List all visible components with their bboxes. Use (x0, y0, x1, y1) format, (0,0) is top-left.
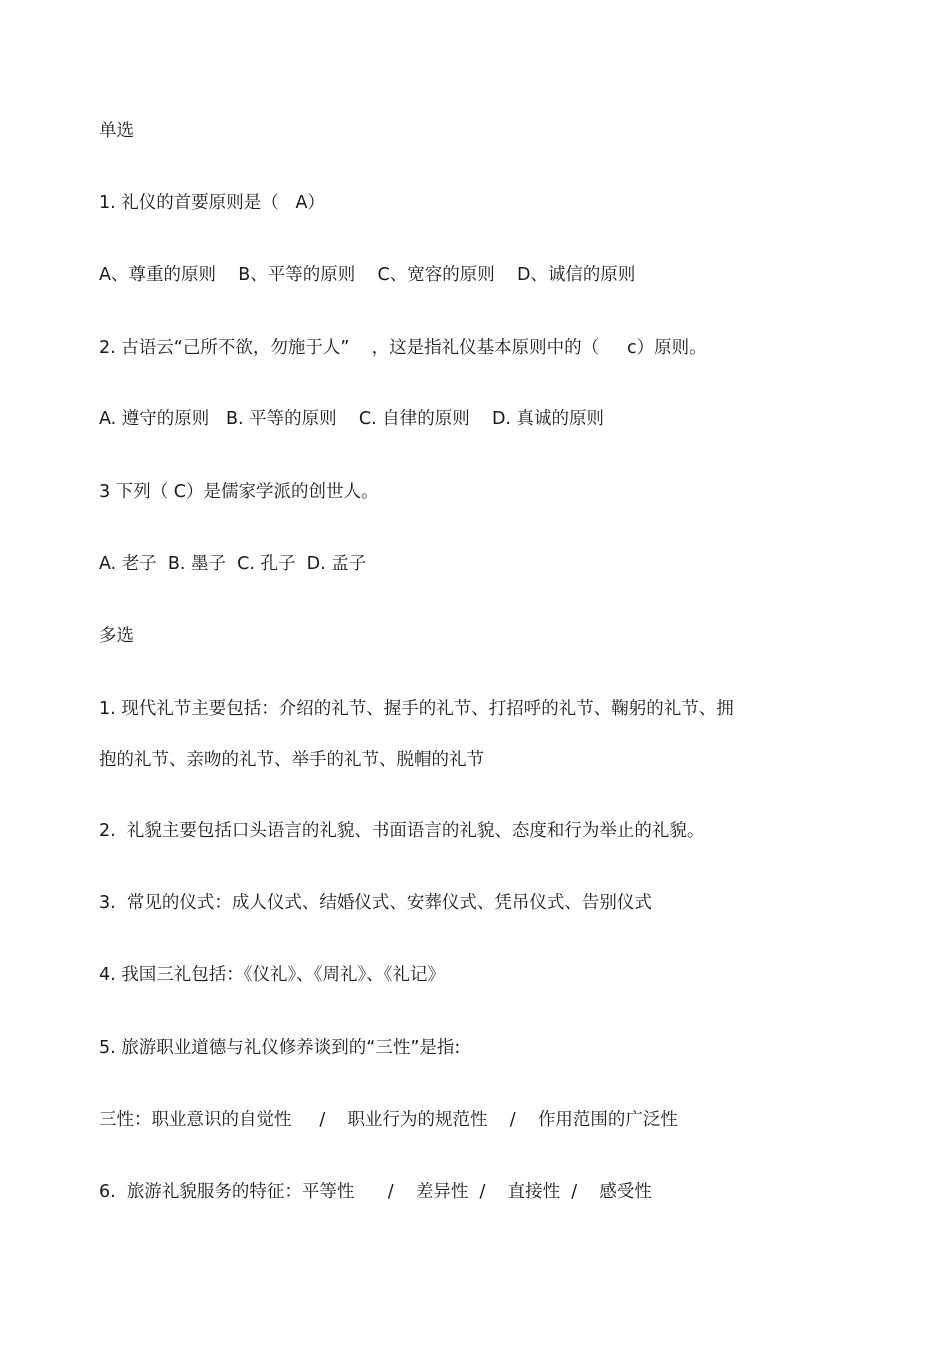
multi-item-1-line-1: 1. 现代礼节主要包括：介绍的礼节、握手的礼节、打招呼的礼节、鞠躬的礼节、拥 (99, 699, 734, 719)
multi-item-3: 3. 常见的仪式：成人仪式、结婚仪式、安葬仪式、凭吊仪式、告别仪式 (99, 893, 652, 913)
multi-item-1-line-2: 抱的礼节、亲吻的礼节、举手的礼节、脱帽的礼节 (99, 750, 484, 770)
question-2: 2. 古语云“己所不欲，勿施于人” ，这是指礼仪基本原则中的（ c）原则。 (99, 338, 707, 358)
multi-item-5: 5. 旅游职业道德与礼仪修养谈到的“三性”是指: (99, 1038, 461, 1058)
multi-item-4: 4. 我国三礼包括：《仪礼》、《周礼》、《礼记》 (99, 965, 446, 985)
question-3-options: A. 老子 B. 墨子 C. 孔子 D. 孟子 (99, 554, 367, 574)
question-1: 1. 礼仪的首要原则是（ A） (99, 193, 325, 213)
multi-item-2: 2. 礼貌主要包括口头语言的礼貌、书面语言的礼貌、态度和行为举止的礼貌。 (99, 821, 705, 841)
multi-item-6: 6. 旅游礼貌服务的特征：平等性 / 差异性 / 直接性 / 感受性 (99, 1182, 652, 1202)
single-choice-heading: 单选 (99, 121, 134, 141)
question-1-options: A、尊重的原则 B、平等的原则 C、宽容的原则 D、诚信的原则 (99, 265, 636, 285)
question-2-options: A. 遵守的原则 B. 平等的原则 C. 自律的原则 D. 真诚的原则 (99, 409, 605, 429)
question-3: 3 下列（ C）是儒家学派的创世人。 (99, 482, 379, 502)
multi-item-5-answer: 三性：职业意识的自觉性 / 职业行为的规范性 / 作用范围的广泛性 (99, 1110, 678, 1130)
multiple-choice-heading: 多选 (99, 626, 134, 646)
